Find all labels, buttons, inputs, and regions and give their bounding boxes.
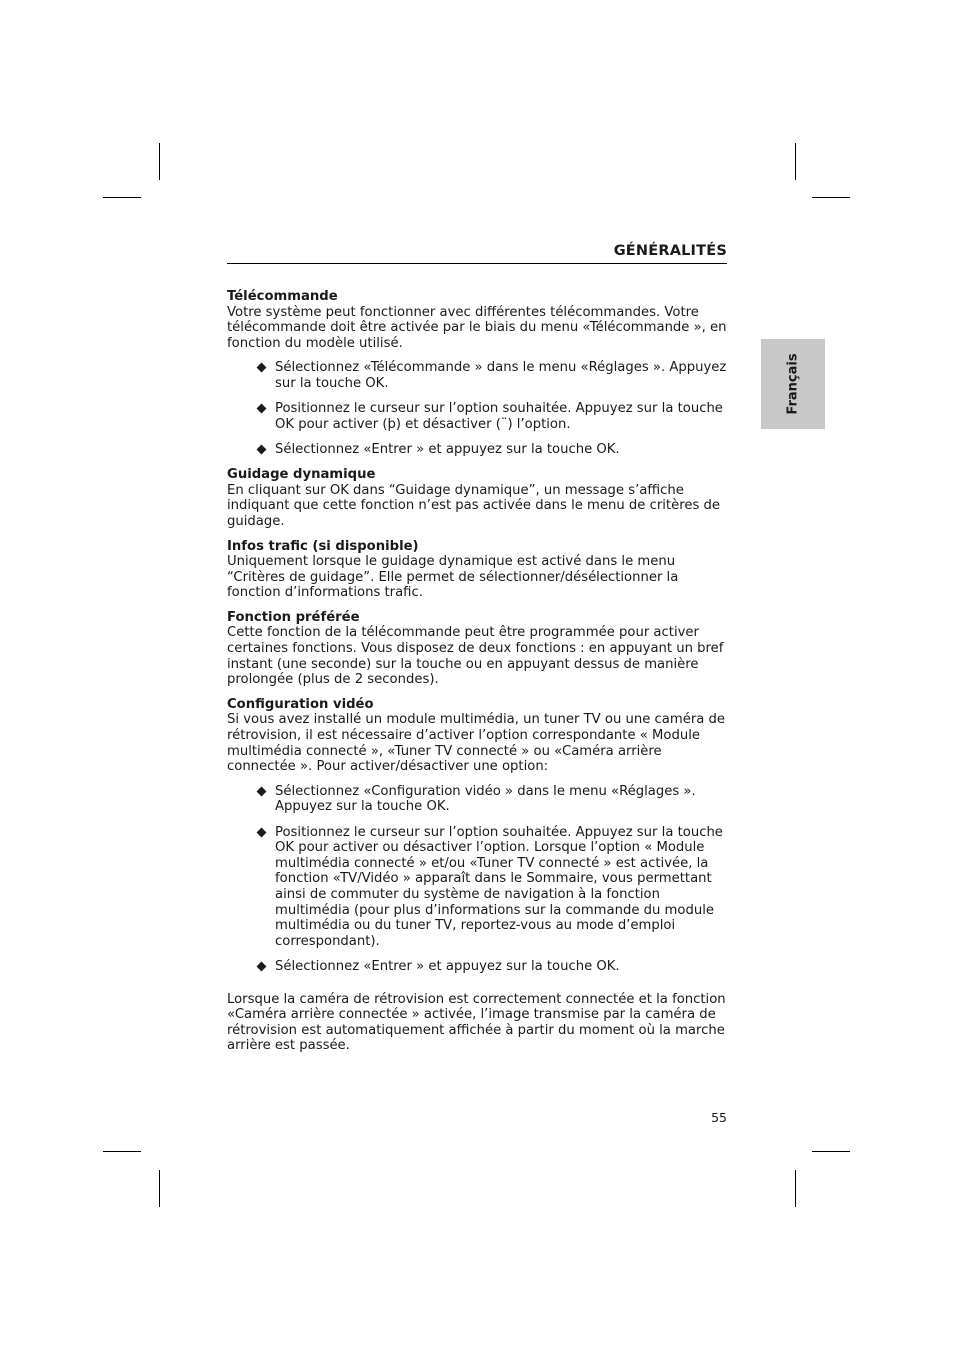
section-title: Fonction préférée (227, 609, 360, 625)
diamond-bullet-icon (257, 961, 267, 971)
list-item-text: Sélectionnez «Entrer » et appuyez sur la touche OK. (275, 441, 620, 457)
section-guidage-dynamique (227, 467, 727, 529)
diamond-bullet-icon (257, 444, 267, 454)
crop-mark-bottom-right-vertical (795, 1170, 796, 1207)
diamond-bullet-icon (257, 363, 267, 373)
list-item (227, 784, 727, 815)
crop-mark-top-left-horizontal (103, 197, 141, 198)
crop-mark-top-left-vertical (159, 143, 160, 180)
section-text: En cliquant sur OK dans “Guidage dynamique”, un message s’affiche indiquant que cette fonction n’est pas activée dans le menu de critères de guidage. (227, 482, 721, 529)
section-title: Infos trafic (si disponible) (227, 538, 419, 554)
section-fonction-preferee (227, 610, 727, 688)
diamond-bullet-icon (257, 404, 267, 414)
crop-mark-bottom-left-horizontal (103, 1151, 141, 1152)
diamond-bullet-icon (257, 786, 267, 796)
section-text: Si vous avez installé un module multimédia, un tuner TV ou une caméra de rétrovision, il est nécessaire d’activer l’option correspondante « Module multimédia connecté », «Tuner TV connecté » ou «Caméra arrière connectée ». Pour activer/désactiver une option: (227, 712, 725, 775)
list-item (227, 360, 727, 391)
bullet-list (227, 360, 727, 457)
bullet-list (227, 784, 727, 975)
section-title: Guidage dynamique (227, 467, 376, 483)
diamond-bullet-icon (257, 827, 267, 837)
closing-paragraph: Lorsque la caméra de rétrovision est correctement connectée et la fonction «Caméra arrière connectée » activée, l’image transmise par la caméra de rétrovision est automatiquement affichée à partir du moment où la marche arrière est passée. (227, 991, 726, 1054)
list-item-text: Positionnez le curseur sur l’option souhaitée. Appuyez sur la touche OK pour activer ou désactiver l’option. Lorsque l’option « Module multimédia connecté » et/ou «Tuner TV connecté » est activée, la fonction «TV/Vidéo » apparaît dans le Sommaire, vous permettant ainsi de commuter du système de navigation à la fonction multimédia (pour plus d’informations sur la commande du module multimédia ou du tuner TV, reportez-vous au mode d’emploi correspondant). (275, 824, 723, 949)
section-configuration-video (227, 697, 727, 975)
crop-mark-top-right-vertical (795, 143, 796, 180)
crop-mark-bottom-left-vertical (159, 1170, 160, 1207)
list-item (227, 959, 727, 975)
list-item (227, 401, 727, 432)
list-item (227, 825, 727, 950)
header-rule (227, 263, 727, 264)
section-text: Uniquement lorsque le guidage dynamique est activé dans le menu “Critères de guidage”. Elle permet de sélectionner/désélectionner la fonction d’informations trafic. (227, 554, 679, 601)
list-item-text: Sélectionnez «Télécommande » dans le menu «Réglages ». Appuyez sur la touche OK. (275, 360, 727, 391)
main-content (227, 289, 727, 1054)
page-number: 55 (711, 1110, 727, 1125)
crop-mark-top-right-horizontal (812, 197, 850, 198)
page-header-title: GÉNÉRALITÉS (613, 243, 727, 259)
section-title: Configuration vidéo (227, 696, 374, 712)
section-infos-trafic (227, 539, 727, 601)
section-text: Votre système peut fonctionner avec différentes télécommandes. Votre télécommande doit être activée par le biais du menu «Télécommande », en fonction du modèle utilisé. (227, 304, 727, 351)
list-item-text: Positionnez le curseur sur l’option souhaitée. Appuyez sur la touche OK pour activer (þ) et désactiver (¨) l’option. (275, 401, 723, 432)
language-tab (761, 339, 825, 429)
list-item (227, 442, 727, 458)
section-text: Cette fonction de la télécommande peut être programmée pour activer certaines fonctions. Vous disposez de deux fonctions : en appuyant un bref instant (une seconde) sur la touche ou en appuyant dessus de manière prolongée (plus de 2 secondes). (227, 625, 724, 688)
crop-mark-bottom-right-horizontal (812, 1151, 850, 1152)
language-tab-label: Français (785, 353, 801, 415)
list-item-text: Sélectionnez «Configuration vidéo » dans le menu «Réglages ». Appuyez sur la touche OK. (275, 783, 696, 815)
list-item-text: Sélectionnez «Entrer » et appuyez sur la touche OK. (275, 958, 620, 974)
section-title: Télécommande (227, 289, 338, 304)
section-telecommande (227, 289, 727, 458)
